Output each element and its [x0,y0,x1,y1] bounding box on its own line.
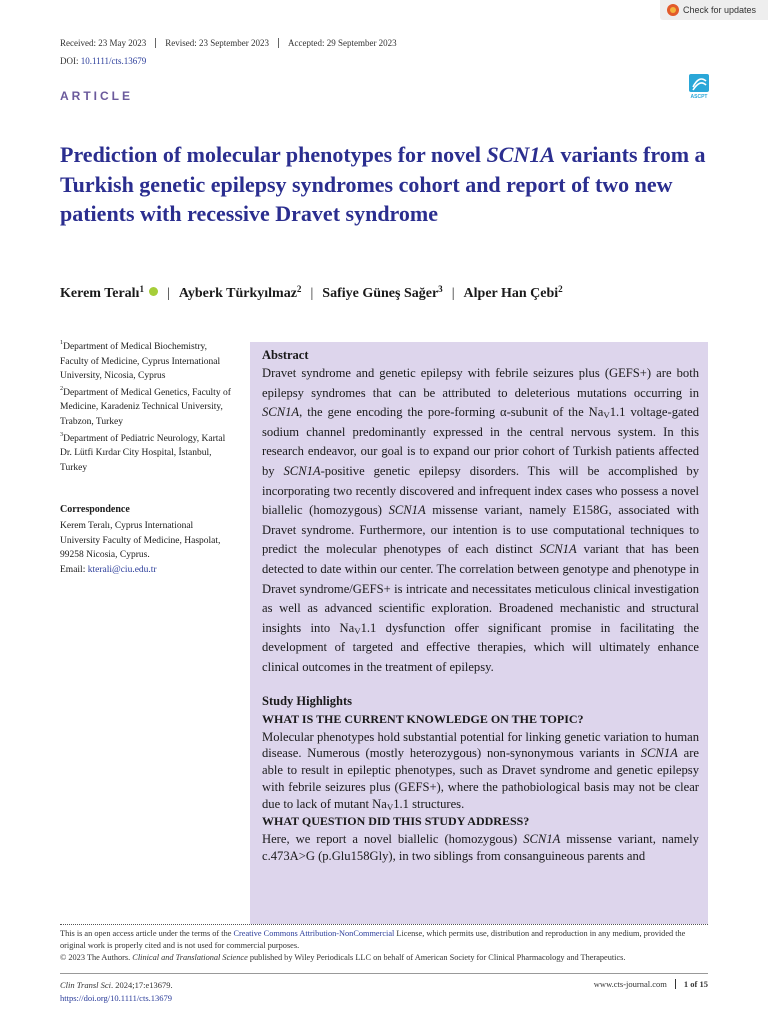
doi-link[interactable]: 10.1111/cts.13679 [80,56,147,66]
check-for-updates-label: Check for updates [683,5,757,15]
affiliations [60,340,232,477]
affiliation-1: $^1$Department of Medical Biochemistry, Faculty of Medicine, Cyprus International University, Nicosia, Cyprus [60,340,221,382]
author-4[interactable]: Alper Han Çebi$^2$ [463,284,563,301]
received-date: Received: 23 May 2023 [60,38,156,48]
article-type-label: ARTICLE [60,89,133,103]
highlight-question-2: WHAT QUESTION DID THIS STUDY ADDRESS? [262,814,530,829]
citation: Clin Transl Sci. 2024;17:e13679. https://doi.org/10.1111/cts.13679 [60,980,173,1003]
abstract-heading: Abstract [262,348,309,362]
accepted-date: Accepted: 29 September 2023 [287,38,397,48]
orcid-icon[interactable] [149,287,158,296]
logo-text: ASCPT [690,94,708,99]
crossmark-icon [667,4,679,16]
correspondence-email-link[interactable]: kterali@ciu.edu.tr [87,564,157,575]
page-number: 1 of 15 [675,979,708,989]
ascpt-logo-icon [688,73,710,99]
author-3[interactable]: Safiye Güneş Sağer$^3$ [322,284,443,301]
footer-divider [60,973,708,974]
citation-doi-link[interactable]: https://doi.org/10.1111/cts.13679 [60,993,172,1003]
author-1[interactable]: Kerem Teralı$^1$ [60,284,144,301]
correspondence-heading: Correspondence [60,504,130,515]
highlight-answer-2: Here, we report a novel biallelic (homozygous) SCN1A missense variant, namely c.473A>G (p.Glu158Gly), in two siblings from consanguineous parents and [262,832,699,864]
highlight-question-1: WHAT IS THE CURRENT KNOWLEDGE ON THE TOPIC? [262,711,584,726]
doi-line [60,56,146,66]
doi-label: DOI: [60,56,81,66]
correspondence-text: Kerem Teralı, Cyprus International University Faculty of Medicine, Haspolat, 99258 Nicosia, Cyprus. Email: kterali@ciu.edu.tr [60,521,221,575]
author-2[interactable]: Ayberk Türkyılmaz$^2$ [178,284,302,301]
copyright-text: © 2023 The Authors. Clinical and Translational Science published by Wiley Periodicals LLC on behalf of American Society for Clinical Pharmacology and Therapeutics. [60,953,626,962]
abstract-text: Dravet syndrome and genetic epilepsy with febrile seizures plus (GEFS+) are both epilepsy syndromes that can be attributed to deleterious mutations occurring in SCN1A, the gene encoding the pore-forming α-subunit of the $Na_V1.1$ voltage-gated sodium channel predominantly expressed in the central nervous system. In this research endeavor, our goal is to expand our prior cohort of Turkish patients affected by SCN1A-positive genetic epilepsy disorders. This will be accomplished by incorporating two recently discovered and infrequent index cases who possess a novel biallelic (homozygous) SCN1A missense variant, namely E158G, associated with Dravet syndrome. Furthermore, our intention is to use computational techniques to predict the molecular phenotypes of each distinct SCN1A variant that has been detected to date within our center. The correlation between genotype and phenotype in Dravet syndrome/GEFS+ is intricate and necessitates meticulous clinical investigation as well as advanced scientific exploration. Broadened mechanistic and structural insights into $Na_V1.1$ dysfunction offer significant promise in facilitating the development of targeted and effective therapies, which will ultimately enhance clinical outcomes in the treatment of epilepsy. [262,366,699,674]
check-for-updates-button[interactable] [660,0,768,20]
revised-date: Revised: 23 September 2023 [165,38,279,48]
abstract-box [250,342,708,924]
author-list: Kerem Teralı$^1$ | Ayberk Türkyılmaz$^2$ | Safiye Güneş Sağer$^3$ | Alper Han Çebi$^2$ [60,284,563,301]
affiliation-3: $^3$Department of Pediatric Neurology, Kartal Dr. Lütfi Kırdar City Hospital, İstanbul, Turkey [60,431,226,473]
journal-website[interactable]: www.cts-journal.com [593,979,667,989]
article-dates [60,38,415,48]
license-text: This is an open access article under the terms of the Creative Commons Attribution-NonCommercial License, which permits use, distribution and reproduction in any medium, provided the original work is properly cited and is not used for commercial purposes. [60,929,686,950]
footer-right [594,979,708,989]
license-link[interactable]: Creative Commons Attribution-NonCommercial [233,929,395,938]
highlight-answer-1: Molecular phenotypes hold substantial potential for linking genetic variation to human disease. Numerous (mostly heterozygous) non-synonymous variants in SCN1A are able to result in epileptic phenotypes, such as Dravet syndrome and genetic epilepsy with febrile seizures plus (GEFS+), where the pathobiological basis may not be clear due to lack of mutant $Na_V1.1$ structures. [262,729,699,812]
footer-dotted-divider [60,924,708,925]
study-highlights-heading: Study Highlights [262,693,352,708]
article-title: Prediction of molecular phenotypes for novel SCN1A variants from a Turkish genetic epilepsy syndromes cohort and report of two new patients with recessive Dravet syndrome [60,142,706,226]
affiliation-2: $^2$Department of Medical Genetics, Faculty of Medicine, Karadeniz Technical University, Trabzon, Turkey [60,385,231,427]
